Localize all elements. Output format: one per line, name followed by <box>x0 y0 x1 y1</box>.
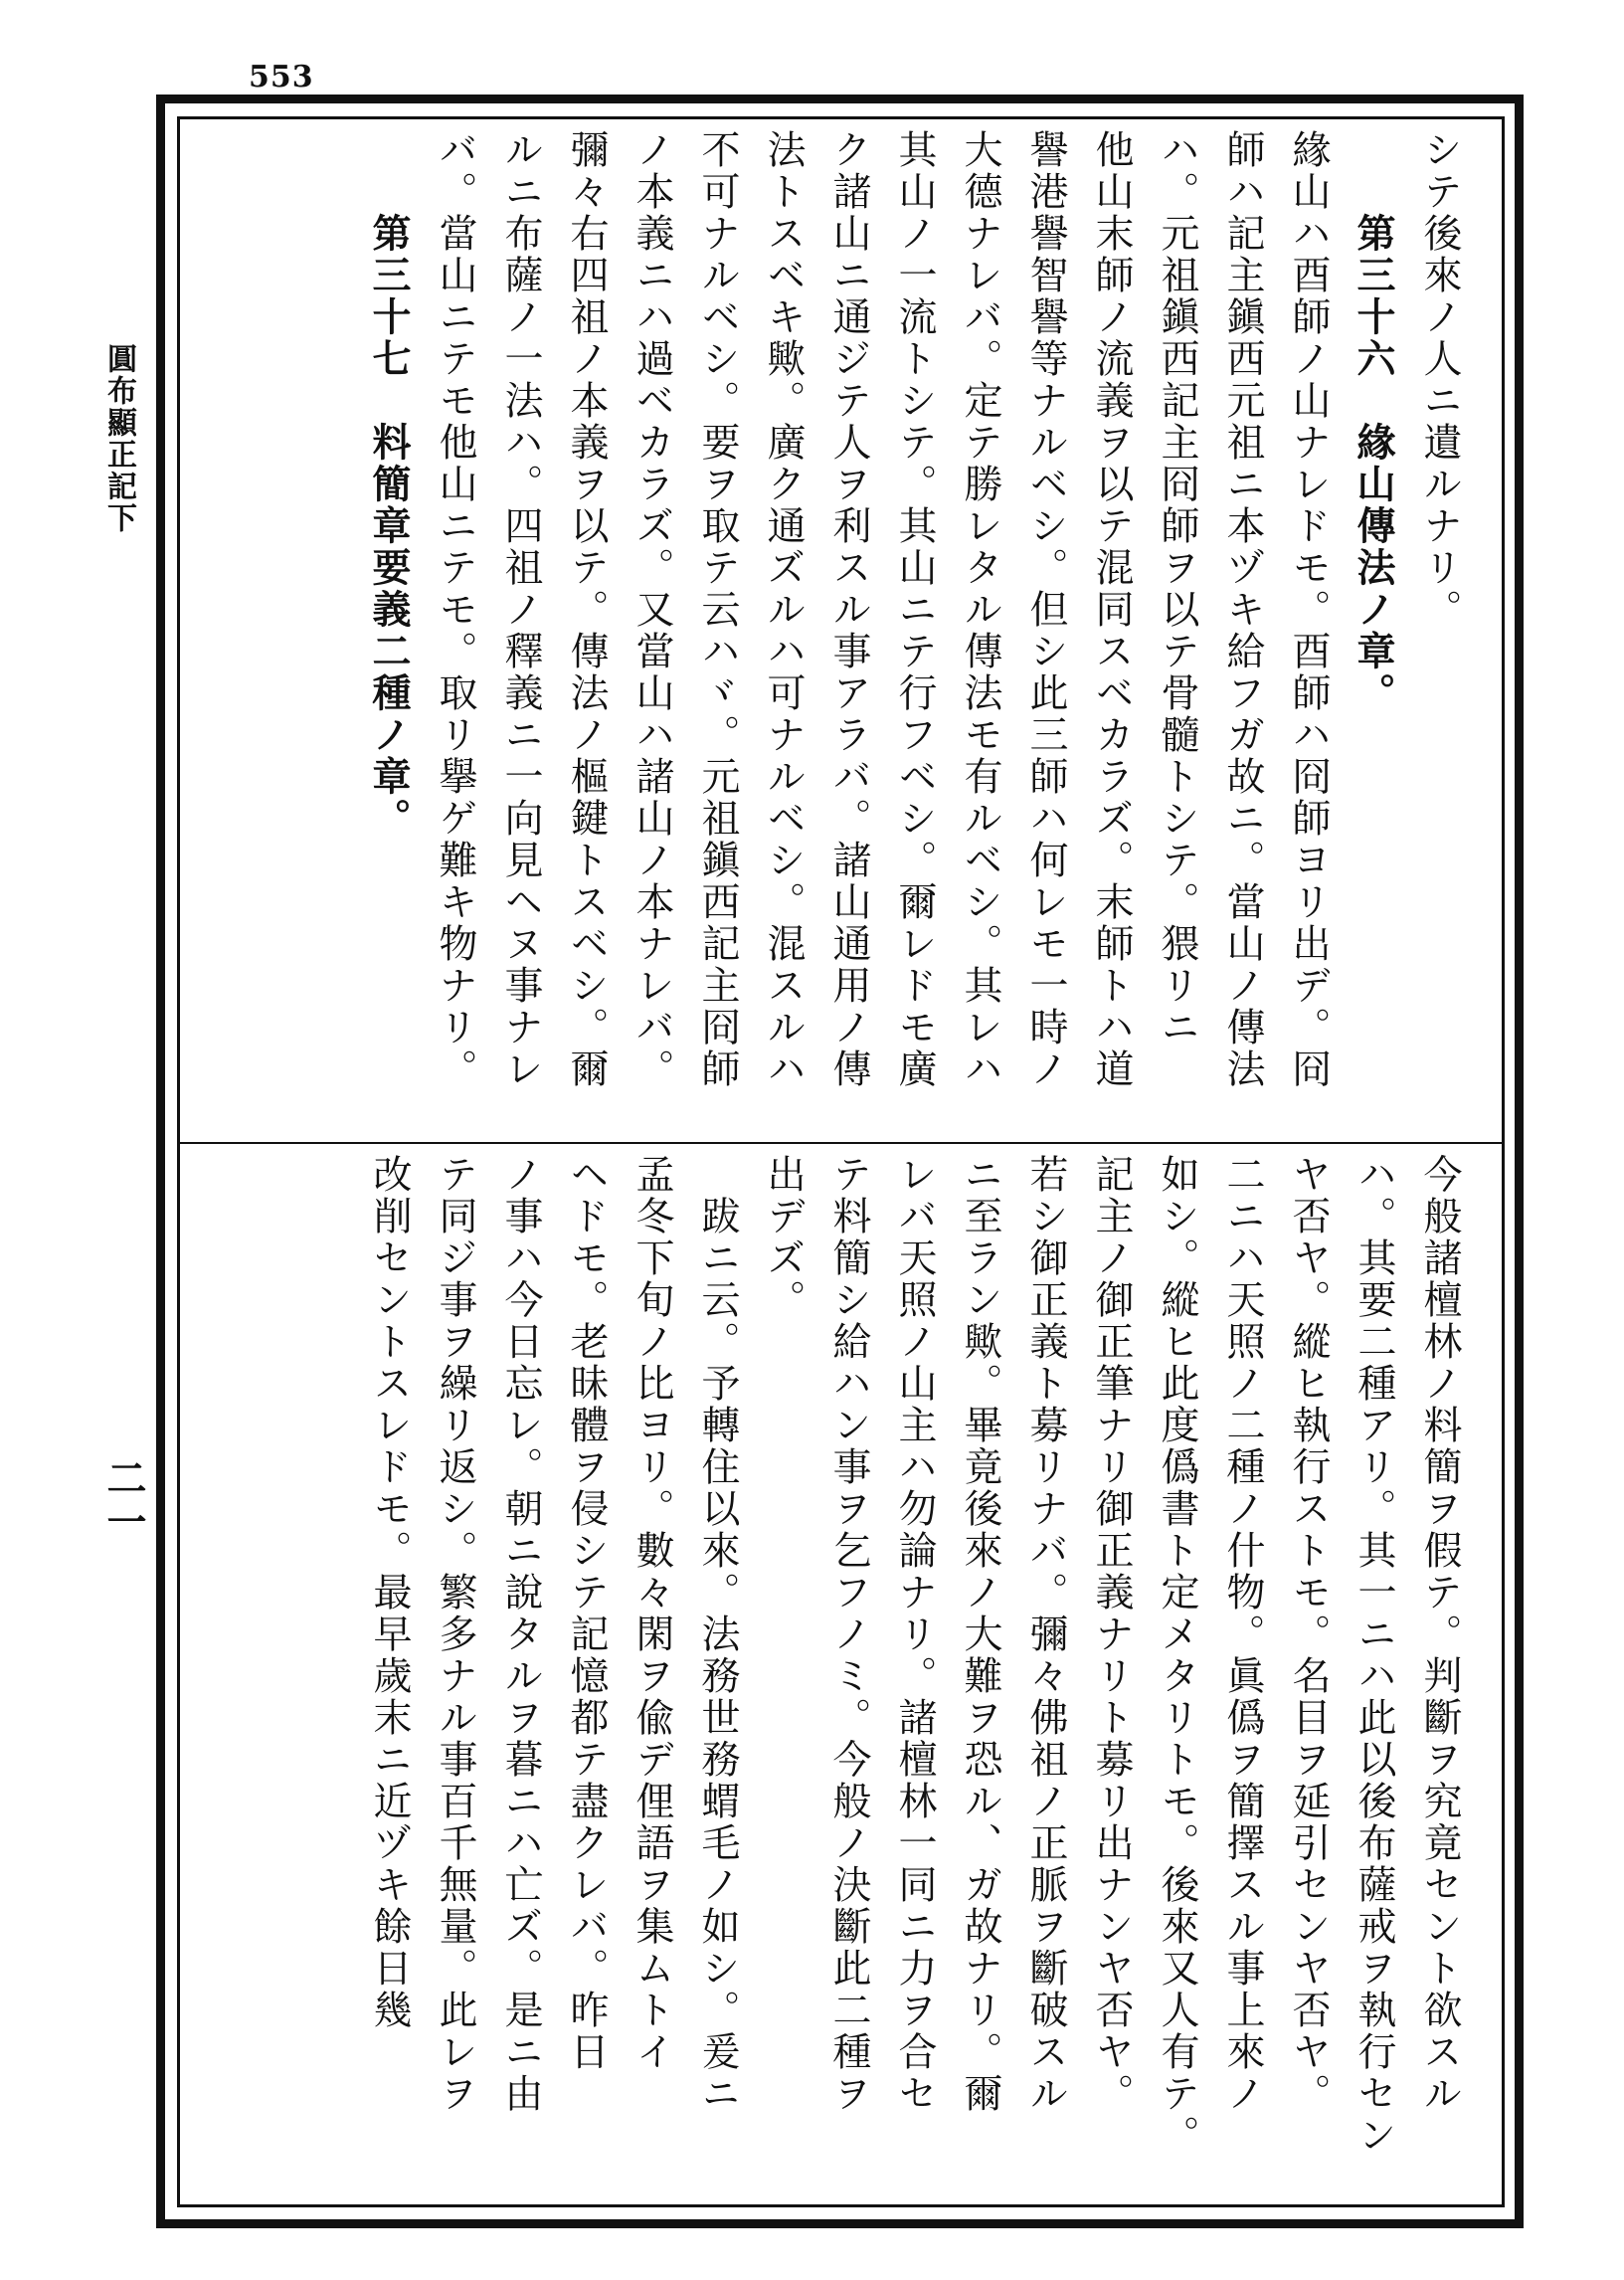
lower-text-column: ヤ否ヤ。縱ヒ執行ストモ。名目ヲ延引センヤ否ヤ。 <box>1286 1154 1331 2115</box>
upper-text-block <box>189 129 1472 1124</box>
lower-text-column: ハ。其要二種アリ。其一ニハ此以後布薩戒ヲ執行セン <box>1352 1154 1396 2157</box>
lower-text-column: ヘドモ。老昧體ヲ侵シテ記憶都テ盡クレバ。昨日 <box>564 1154 609 2073</box>
lower-text-column: 若シ御正義ト募リナバ。彌々佛祖ノ正脈ヲ斷破スル <box>1023 1154 1068 2115</box>
lower-text-column: 改削セントスレドモ。最早歲末ニ近ヅキ餘日幾 <box>367 1154 412 2031</box>
lower-text-column: テ料簡シ給ハン事ヲ乞フノミ。今般ノ決斷此二種ヲ <box>826 1154 871 2115</box>
page-number: 553 <box>249 60 314 95</box>
lower-text-column: 記主ノ御正筆ナリ御正義ナリト募リ出ナンヤ否ヤ。 <box>1089 1154 1134 2115</box>
folio-number: 二一 <box>100 1457 147 1545</box>
upper-text-column: 大德ナレバ。定テ勝レタル傳法モ有ルベシ。其レハ <box>958 129 1002 1090</box>
upper-text-column: 譽港譽智譽等ナルベシ。但シ此三師ハ何レモ一時ノ <box>1023 129 1068 1090</box>
lower-text-column: ニ至ラン歟。畢竟後來ノ大難ヲ恐ル、ガ故ナリ。爾 <box>958 1154 1002 2115</box>
upper-text-column: ク諸山ニ通ジテ人ヲ利スル事アラバ。諸山通用ノ傳 <box>826 129 871 1090</box>
lower-text-column: レバ天照ノ山主ハ勿論ナリ。諸檀林一同ニ力ヲ合セ <box>892 1154 937 2115</box>
upper-text-column: 其山ノ一流トシテ。其山ニテ行フベシ。爾レドモ廣 <box>892 129 937 1090</box>
upper-text-column: ハ。元祖鎭西記主冏師ヲ以テ骨髓トシテ。猥リニ <box>1155 129 1199 1048</box>
lower-text-column: 今般諸檀林ノ料簡ヲ假テ。判斷ヲ究竟セント欲スル <box>1417 1154 1462 2115</box>
lower-text-block <box>189 1154 1472 2179</box>
upper-text-column: バ。當山ニテモ他山ニテモ。取リ擧ゲ難キ物ナリ。 <box>433 129 477 1090</box>
upper-text-column: 師ハ記主鎭西元祖ニ本ヅキ給フガ故ニ。當山ノ傳法 <box>1220 129 1265 1090</box>
upper-text-column: 緣山ハ酉師ノ山ナレドモ。酉師ハ冏師ヨリ出デ。冏 <box>1286 129 1331 1090</box>
upper-text-column: 不可ナルベシ。要ヲ取テ云ハヾ。元祖鎭西記主冏師 <box>695 129 740 1090</box>
running-title: 圓布顯正記下 <box>101 343 136 534</box>
upper-text-column: 第三十七 料簡章要義二種ノ章。 <box>366 213 412 840</box>
upper-text-column: 他山末師ノ流義ヲ以テ混同スベカラズ。末師トハ道 <box>1089 129 1134 1090</box>
lower-text-column: 孟冬下旬ノ比ヨリ。數々閑ヲ偸デ俚語ヲ集ムトイ <box>630 1154 674 2073</box>
upper-text-column: 第三十六 緣山傳法ノ章。 <box>1351 213 1396 714</box>
upper-text-column: 彌々右四祖ノ本義ヲ以テ。傳法ノ樞鍵トスベシ。爾 <box>564 129 609 1090</box>
lower-text-column: 跋ニ云。予轉住以來。法務世務蝟毛ノ如シ。爰ニ <box>695 1196 740 2115</box>
upper-text-column: ルニ布薩ノ一法ハ。四祖ノ釋義ニ一向見ヘヌ事ナレ <box>498 129 543 1090</box>
upper-text-column: シテ後來ノ人ニ遺ルナリ。 <box>1417 129 1462 631</box>
upper-text-column: ノ本義ニハ過ベカラズ。又當山ハ諸山ノ本ナレバ。 <box>630 129 674 1090</box>
lower-text-column: 二ニハ天照ノ二種ノ什物。眞僞ヲ簡擇スル事上來ノ <box>1220 1154 1265 2115</box>
lower-text-column: 出デズ。 <box>761 1154 806 1321</box>
section-divider <box>180 1142 1502 1144</box>
lower-text-column: 如シ。縱ヒ此度僞書ト定メタリトモ。後來又人有テ。 <box>1155 1154 1199 2157</box>
lower-text-column: ノ事ハ今日忘レ。朝ニ說タルヲ暮ニハ亡ズ。是ニ由 <box>498 1154 543 2115</box>
upper-text-column: 法トスベキ歟。廣ク通ズルハ可ナルベシ。混スルハ <box>761 129 806 1090</box>
lower-text-column: テ同ジ事ヲ繰リ返シ。繁多ナル事百千無量。此レヲ <box>433 1154 477 2115</box>
